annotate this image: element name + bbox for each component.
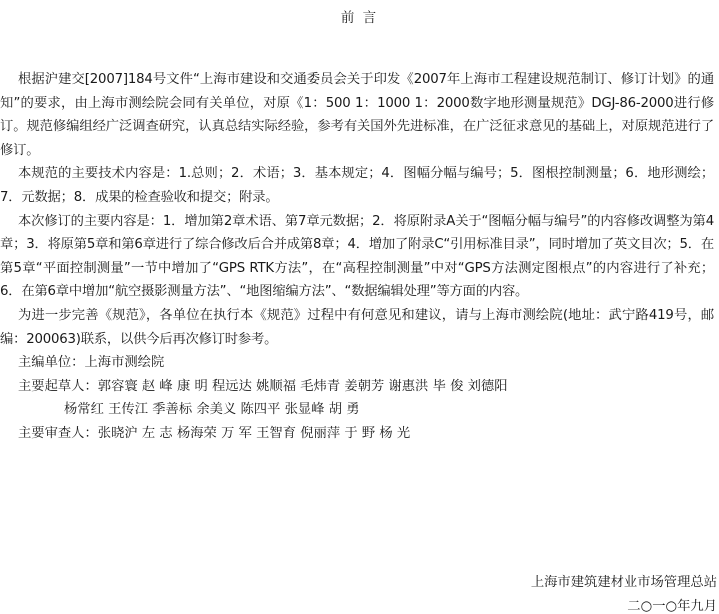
chief-unit-line <box>0 351 714 375</box>
issuing-organization: 上海市建筑建材业市场管理总站 <box>530 575 717 590</box>
page-title: 前 言 <box>340 10 379 26</box>
drafters-text: 主要起草人：郭容寰 赵 峰 康 明 程远达 姚顺福 毛炜青 姜朝芳 谢惠洪 毕 俊 刘德阳 <box>18 378 508 394</box>
issue-date: 二○一○年九月 <box>627 599 717 614</box>
paragraph-revision-basis: 根据沪建交[2007]184号文件“上海市建设和交通委员会关于印发《2007年上海市工程建设规范制订、修订计划》的通知”的要求，由上海市测绘院会同有关单位，对原《1：500 1：1000 1：2000数字地形测量规范》DGJ-86-2000进行修订。规范修编组经广泛调查研究，认真总结实际经验，参考有关国外先进标准，在广泛征求意见的基础上，对原规范进行了修订。 <box>0 72 714 158</box>
reviewers-line <box>0 422 714 446</box>
paragraph-feedback-request: 为进一步完善《规范》，各单位在执行本《规范》过程中有何意见和建议，请与上海市测绘院(地址：武宁路419号，邮编：200063)联系，以供今后再次修订时参考。 <box>0 307 714 347</box>
chief-unit-text: 主编单位：上海市测绘院 <box>18 355 165 371</box>
reviewers-text: 主要审查人：张晓沪 左 志 杨海荣 万 军 王智育 倪丽萍 于 野 杨 光 <box>18 425 411 441</box>
preface-body <box>0 68 714 446</box>
drafters-line <box>0 375 714 399</box>
paragraph-revision-content: 本次修订的主要内容是：1．增加第2章术语、第7章元数据；2．将原附录A关于“图幅分幅与编号”的内容修改调整为第4章；3．将原第5章和第6章进行了综合修改后合并成第8章；4．增加了附录C“引用标准目录”，同时增加了英文目次；5．在第5章“平面控制测量”一节中增加了“GPS RTK方法”，在“高程控制测量”中对“GPS方法测定图根点”的内容进行了补充；6．在第6章中增加“航空摄影测量方法”、“地图缩编方法”、“数据编辑处理”等方面的内容。 <box>0 213 714 300</box>
drafters-line-continued: 杨常红 王传江 季善标 余美义 陈四平 张显峰 胡 勇 <box>64 402 360 418</box>
paragraph-technical-content: 本规范的主要技术内容是：1.总则；2．术语；3．基本规定；4．图幅分幅与编号；5．图根控制测量；6．地形测绘；7．元数据；8．成果的检查验收和提交；附录。 <box>0 166 714 205</box>
